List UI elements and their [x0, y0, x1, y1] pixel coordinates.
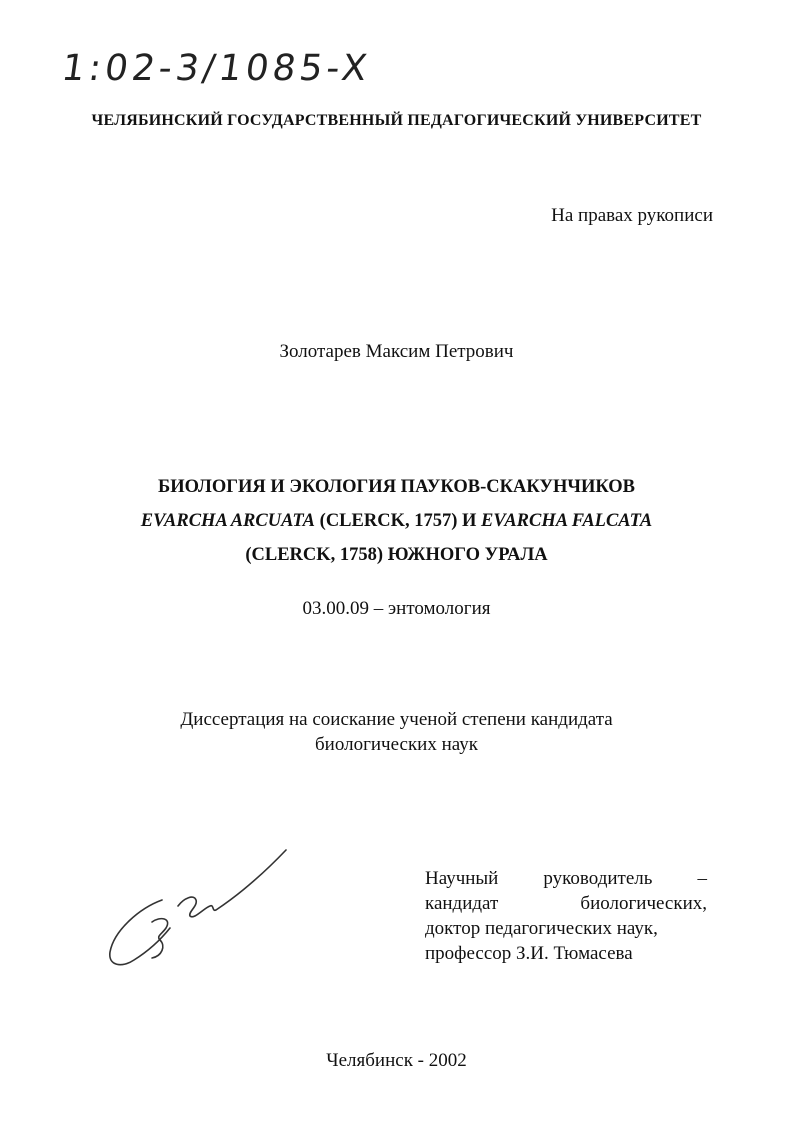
supervisor-name: профессор З.И. Тюмасева — [425, 943, 633, 964]
handwritten-catalog-code: 1:02-3/1085-X — [59, 48, 374, 89]
supervisor-line-2 — [425, 891, 707, 916]
dissertation-title — [0, 470, 793, 572]
supervisor-line-2-b: биологических, — [580, 893, 707, 914]
species-2: EVARCHA FALCATA — [481, 511, 653, 531]
supervisor-line-3: доктор педагогических наук, — [425, 918, 658, 939]
signature — [100, 840, 300, 980]
specialty-code: 03.00.09 – энтомология — [302, 598, 491, 619]
city-year: Челябинск - 2002 — [326, 1050, 467, 1071]
supervisor-line-2-a: кандидат — [425, 893, 499, 914]
degree-line-1: Диссертация на соискание ученой степени кандидата — [180, 709, 613, 730]
author-name: Золотарев Максим Петрович — [279, 341, 514, 362]
title-line-3: (CLERCK, 1758) ЮЖНОГО УРАЛА — [245, 545, 548, 565]
supervisor-label-a: Научный — [425, 868, 499, 889]
university-name: ЧЕЛЯБИНСКИЙ ГОСУДАРСТВЕННЫЙ ПЕДАГОГИЧЕСКИЙ УНИВЕРСИТЕТ — [91, 112, 702, 129]
supervisor-label-c: – — [697, 868, 707, 889]
dissertation-degree — [0, 707, 793, 757]
supervisor-line-1 — [425, 866, 707, 891]
title-line-2 — [0, 504, 793, 538]
species-1-authority: (CLERCK, 1757) И — [315, 511, 482, 531]
title-line-1: БИОЛОГИЯ И ЭКОЛОГИЯ ПАУКОВ-СКАКУНЧИКОВ — [157, 477, 636, 497]
supervisor-block — [425, 866, 707, 966]
species-1: EVARCHA ARCUATA — [140, 511, 316, 531]
degree-line-2: биологических наук — [315, 734, 478, 755]
rights-note: На правах рукописи — [551, 205, 713, 226]
supervisor-label-b: руководитель — [543, 868, 653, 889]
